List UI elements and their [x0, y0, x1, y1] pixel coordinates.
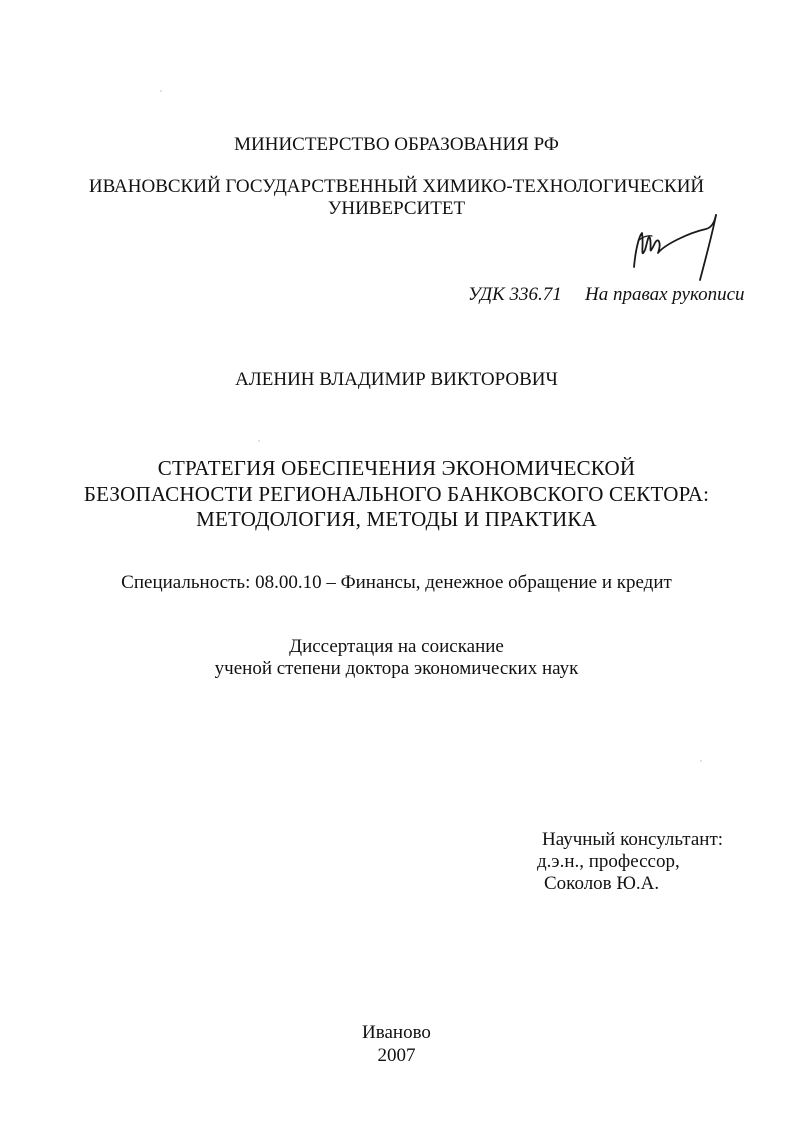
degree-line2: ученой степени доктора экономических наук: [214, 658, 579, 679]
consultant-label: Научный консультант:: [542, 829, 724, 850]
consultant-degree: д.э.н., профессор,: [537, 851, 680, 872]
author-name: АЛЕНИН ВЛАДИМИР ВИКТОРОВИЧ: [235, 369, 558, 390]
consultant-name: Соколов Ю.А.: [544, 873, 660, 894]
degree-line1: Диссертация на соискание: [289, 636, 504, 657]
manuscript-rights-note: На правах рукописи: [585, 284, 745, 305]
handwritten-signature: [628, 205, 733, 285]
specialty-line: Специальность: 08.00.10 – Финансы, денежное обращение и кредит: [121, 572, 672, 593]
scan-speck: [160, 90, 162, 92]
udk-code: УДК 336.71: [468, 284, 562, 305]
year: 2007: [377, 1045, 416, 1066]
university-heading-line2: УНИВЕРСИТЕТ: [327, 198, 466, 219]
dissertation-title-line3: МЕТОДОЛОГИЯ, МЕТОДЫ И ПРАКТИКА: [196, 507, 597, 531]
scan-speck: [258, 440, 260, 442]
dissertation-title-line1: СТРАТЕГИЯ ОБЕСПЕЧЕНИЯ ЭКОНОМИЧЕСКОЙ: [157, 456, 636, 480]
dissertation-title-line2: БЕЗОПАСНОСТИ РЕГИОНАЛЬНОГО БАНКОВСКОГО СЕКТОРА:: [83, 482, 710, 506]
ministry-heading: МИНИСТЕРСТВО ОБРАЗОВАНИЯ РФ: [234, 134, 559, 155]
scan-speck: [700, 760, 702, 762]
university-heading-line1: ИВАНОВСКИЙ ГОСУДАРСТВЕННЫЙ ХИМИКО-ТЕХНОЛОГИЧЕСКИЙ: [88, 176, 705, 197]
city: Иваново: [362, 1022, 431, 1043]
